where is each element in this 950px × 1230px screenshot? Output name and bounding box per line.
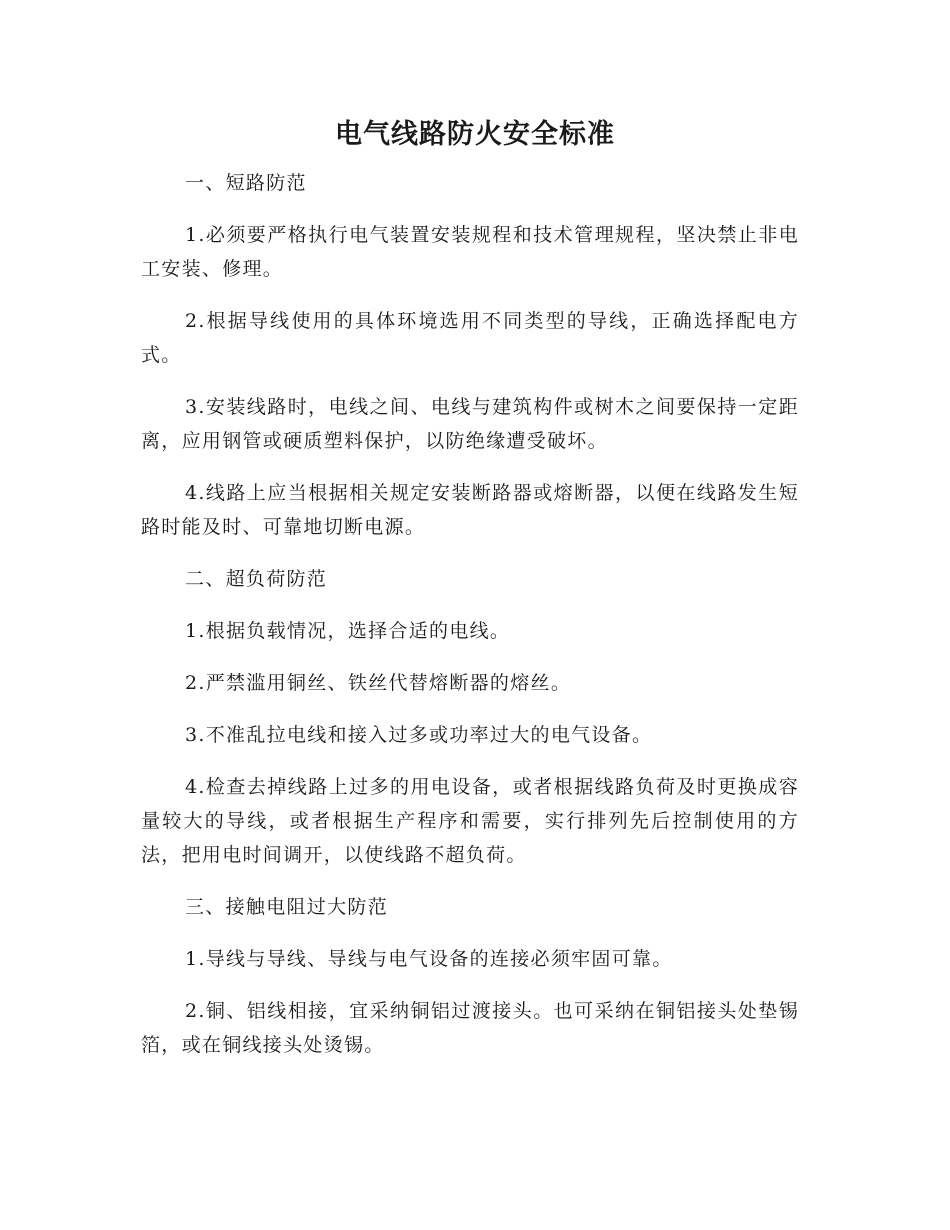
paragraph-item: 1.必须要严格执行电气装置安装规程和技术管理规程，坚决禁止非电工安装、修理。 (141, 224, 799, 280)
paragraph-item: 3.不准乱拉电线和接入过多或功率过大的电气设备。 (185, 724, 653, 746)
paragraph-item: 2.严禁滥用铜丝、铁丝代替熔断器的熔丝。 (185, 672, 572, 694)
document-body (141, 166, 799, 1080)
paragraph-item: 2.根据导线使用的具体环境选用不同类型的导线，正确选择配电方式。 (141, 310, 799, 366)
document-title: 电气线路防火安全标准 (335, 119, 615, 150)
paragraph-item: 1.根据负载情况，选择合适的电线。 (185, 620, 511, 642)
section-heading-short-circuit: 一、短路防范 (185, 172, 307, 194)
paragraph-item: 1.导线与导线、导线与电气设备的连接必须牢固可靠。 (185, 948, 673, 970)
section-heading-overload: 二、超负荷防范 (185, 568, 328, 590)
paragraph-item: 4.线路上应当根据相关规定安装断路器或熔断器，以便在线路发生短路时能及时、可靠地切断电源。 (141, 482, 799, 538)
paragraph-item: 2.铜、铝线相接，宜采纳铜铝过渡接头。也可采纳在铜铝接头处垫锡箔，或在铜线接头处烫锡。 (141, 1000, 799, 1056)
paragraph-item: 4.检查去掉线路上过多的用电设备，或者根据线路负荷及时更换成容量较大的导线，或者根据生产程序和需要，实行排列先后控制使用的方法，把用电时间调开，以使线路不超负荷。 (141, 776, 799, 866)
paragraph-item: 3.安装线路时，电线之间、电线与建筑构件或树木之间要保持一定距离，应用钢管或硬质塑料保护，以防绝缘遭受破坏。 (141, 396, 799, 452)
section-heading-contact-resistance: 三、接触电阻过大防范 (185, 896, 389, 918)
